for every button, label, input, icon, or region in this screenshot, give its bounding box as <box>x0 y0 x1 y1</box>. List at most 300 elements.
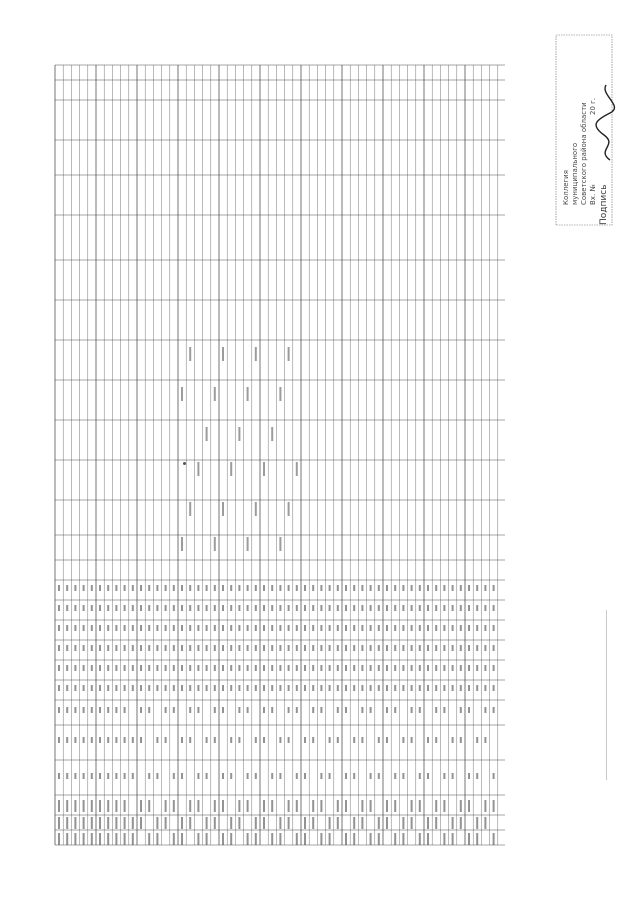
cell-mark <box>255 833 257 845</box>
cell-mark <box>288 685 290 691</box>
cell-mark <box>271 645 273 651</box>
cell-mark <box>214 817 216 829</box>
cell-mark <box>74 800 76 812</box>
cell-mark <box>279 685 281 691</box>
cell-mark <box>411 605 413 611</box>
cell-mark <box>189 625 191 631</box>
cell-mark <box>247 665 249 671</box>
cell-mark <box>394 625 396 631</box>
cell-mark <box>304 833 306 845</box>
cell-mark <box>386 800 388 812</box>
cell-mark <box>173 707 175 713</box>
cell-mark <box>337 665 339 671</box>
cell-mark <box>329 685 331 691</box>
cell-mark <box>124 605 126 611</box>
cell-mark <box>271 773 273 779</box>
cell-mark <box>378 833 380 845</box>
cell-mark <box>320 773 322 779</box>
cell-mark <box>271 800 273 812</box>
cell-mark <box>124 645 126 651</box>
cell-mark <box>320 645 322 651</box>
cell-mark <box>361 585 363 591</box>
cell-mark <box>107 605 109 611</box>
cell-mark <box>271 685 273 691</box>
cell-mark <box>353 685 355 691</box>
cell-mark <box>140 645 142 651</box>
cell-mark <box>402 665 404 671</box>
cell-mark <box>140 585 142 591</box>
cell-mark <box>206 665 208 671</box>
cell-mark <box>214 387 216 401</box>
cell-mark <box>476 737 478 743</box>
cell-mark <box>197 707 199 713</box>
cell-mark <box>353 645 355 651</box>
cell-mark <box>370 625 372 631</box>
cell-mark <box>189 737 191 743</box>
cell-mark <box>91 645 93 651</box>
cell-mark <box>296 625 298 631</box>
cell-mark <box>468 625 470 631</box>
cell-mark <box>132 685 134 691</box>
cell-mark <box>419 585 421 591</box>
cell-mark <box>288 645 290 651</box>
cell-mark <box>238 817 240 829</box>
cell-mark <box>329 773 331 779</box>
cell-mark <box>435 645 437 651</box>
cell-mark <box>263 737 265 743</box>
cell-mark <box>279 625 281 631</box>
cell-mark <box>247 605 249 611</box>
cell-mark <box>238 645 240 651</box>
cell-mark <box>58 625 60 631</box>
cell-mark <box>484 707 486 713</box>
cell-mark <box>173 833 175 845</box>
cell-mark <box>296 605 298 611</box>
cell-mark <box>370 645 372 651</box>
cell-mark <box>484 737 486 743</box>
cell-mark <box>197 665 199 671</box>
cell-mark <box>66 685 68 691</box>
cell-mark <box>263 685 265 691</box>
cell-mark <box>58 800 60 812</box>
cell-mark <box>148 645 150 651</box>
cell-mark <box>124 800 126 812</box>
cell-mark <box>222 347 224 361</box>
cell-mark <box>419 773 421 779</box>
cell-mark <box>361 645 363 651</box>
cell-mark <box>255 737 257 743</box>
cell-mark <box>58 585 60 591</box>
cell-mark <box>115 833 117 845</box>
cell-mark <box>66 665 68 671</box>
cell-mark <box>124 625 126 631</box>
cell-mark <box>140 625 142 631</box>
cell-mark <box>452 685 454 691</box>
cell-mark <box>263 585 265 591</box>
cell-mark <box>124 585 126 591</box>
cell-mark <box>247 585 249 591</box>
cell-mark <box>386 645 388 651</box>
cell-mark <box>222 502 224 516</box>
cell-mark <box>345 645 347 651</box>
cell-mark <box>370 773 372 779</box>
cell-mark <box>247 537 249 551</box>
cell-mark <box>476 685 478 691</box>
cell-mark <box>493 625 495 631</box>
cell-mark <box>115 605 117 611</box>
cell-mark <box>124 737 126 743</box>
cell-mark <box>329 737 331 743</box>
cell-mark <box>107 585 109 591</box>
cell-mark <box>83 685 85 691</box>
cell-mark <box>74 585 76 591</box>
cell-mark <box>370 585 372 591</box>
cell-mark <box>148 665 150 671</box>
cell-mark <box>99 625 101 631</box>
cell-mark <box>337 645 339 651</box>
cell-mark <box>361 800 363 812</box>
cell-mark <box>288 737 290 743</box>
cell-mark <box>74 605 76 611</box>
cell-mark <box>140 605 142 611</box>
cell-mark <box>476 773 478 779</box>
cell-mark <box>427 833 429 845</box>
cell-mark <box>206 817 208 829</box>
scan-speck <box>183 462 186 465</box>
cell-mark <box>99 773 101 779</box>
cell-mark <box>214 537 216 551</box>
cell-mark <box>493 685 495 691</box>
cell-mark <box>296 685 298 691</box>
cell-mark <box>58 605 60 611</box>
cell-mark <box>361 625 363 631</box>
cell-mark <box>361 665 363 671</box>
cell-mark <box>132 605 134 611</box>
cell-mark <box>197 773 199 779</box>
cell-mark <box>247 625 249 631</box>
cell-mark <box>443 665 445 671</box>
cell-mark <box>394 707 396 713</box>
cell-mark <box>165 737 167 743</box>
cell-mark <box>83 833 85 845</box>
cell-mark <box>140 665 142 671</box>
cell-mark <box>74 817 76 829</box>
cell-mark <box>345 625 347 631</box>
cell-mark <box>115 685 117 691</box>
cell-mark <box>66 707 68 713</box>
cell-mark <box>91 685 93 691</box>
cell-mark <box>493 585 495 591</box>
cell-mark <box>58 685 60 691</box>
cell-mark <box>99 605 101 611</box>
cell-mark <box>468 685 470 691</box>
cell-mark <box>222 585 224 591</box>
cell-mark <box>148 833 150 845</box>
cell-mark <box>452 833 454 845</box>
cell-mark <box>484 645 486 651</box>
cell-mark <box>189 347 191 361</box>
cell-mark <box>361 817 363 829</box>
cell-mark <box>99 685 101 691</box>
cell-mark <box>230 833 232 845</box>
cell-mark <box>435 707 437 713</box>
cell-mark <box>74 665 76 671</box>
cell-mark <box>386 737 388 743</box>
cell-mark <box>238 585 240 591</box>
cell-mark <box>124 773 126 779</box>
cell-mark <box>329 625 331 631</box>
cell-mark <box>107 800 109 812</box>
cell-mark <box>337 585 339 591</box>
cell-mark <box>255 605 257 611</box>
cell-mark <box>279 605 281 611</box>
cell-mark <box>132 585 134 591</box>
cell-mark <box>189 685 191 691</box>
cell-mark <box>288 707 290 713</box>
cell-mark <box>312 737 314 743</box>
cell-mark <box>304 625 306 631</box>
cell-mark <box>386 685 388 691</box>
cell-mark <box>394 585 396 591</box>
cell-mark <box>156 833 158 845</box>
cell-mark <box>411 585 413 591</box>
cell-mark <box>173 685 175 691</box>
cell-mark <box>58 707 60 713</box>
cell-mark <box>214 665 216 671</box>
cell-mark <box>271 605 273 611</box>
stamp-line-1: Коллегия <box>562 170 570 205</box>
cell-mark <box>107 817 109 829</box>
cell-mark <box>304 585 306 591</box>
cell-mark <box>312 605 314 611</box>
cell-mark <box>156 685 158 691</box>
cell-mark <box>468 645 470 651</box>
cell-mark <box>435 665 437 671</box>
cell-mark <box>271 665 273 671</box>
cell-mark <box>427 605 429 611</box>
cell-mark <box>230 773 232 779</box>
cell-mark <box>181 685 183 691</box>
cell-mark <box>394 645 396 651</box>
cell-mark <box>493 645 495 651</box>
cell-mark <box>148 625 150 631</box>
cell-mark <box>124 833 126 845</box>
cell-mark <box>197 685 199 691</box>
cell-mark <box>353 585 355 591</box>
cell-mark <box>361 737 363 743</box>
cell-mark <box>83 605 85 611</box>
cell-mark <box>148 707 150 713</box>
cell-mark <box>181 817 183 829</box>
cell-mark <box>214 605 216 611</box>
cell-mark <box>197 605 199 611</box>
cell-mark <box>443 800 445 812</box>
cell-mark <box>304 645 306 651</box>
registration-stamp <box>556 35 614 225</box>
cell-mark <box>452 773 454 779</box>
cell-mark <box>288 817 290 829</box>
cell-mark <box>411 645 413 651</box>
cell-mark <box>140 817 142 829</box>
cell-mark <box>279 537 281 551</box>
cell-mark <box>156 605 158 611</box>
cell-mark <box>74 773 76 779</box>
cell-mark <box>263 462 265 476</box>
cell-mark <box>402 817 404 829</box>
cell-mark <box>484 685 486 691</box>
cell-mark <box>74 737 76 743</box>
cell-mark <box>58 737 60 743</box>
cell-mark <box>230 737 232 743</box>
cell-mark <box>247 773 249 779</box>
cell-mark <box>411 737 413 743</box>
cell-mark <box>279 833 281 845</box>
cell-mark <box>247 685 249 691</box>
cell-mark <box>173 625 175 631</box>
cell-mark <box>484 665 486 671</box>
cell-mark <box>165 685 167 691</box>
cell-mark <box>74 685 76 691</box>
cell-mark <box>74 707 76 713</box>
cell-mark <box>361 605 363 611</box>
cell-mark <box>189 817 191 829</box>
cell-mark <box>427 737 429 743</box>
cell-mark <box>296 462 298 476</box>
cell-mark <box>115 773 117 779</box>
cell-mark <box>181 665 183 671</box>
cell-mark <box>320 585 322 591</box>
cell-mark <box>279 737 281 743</box>
cell-mark <box>427 625 429 631</box>
cell-mark <box>427 685 429 691</box>
cell-mark <box>484 605 486 611</box>
cell-mark <box>271 707 273 713</box>
cell-mark <box>312 800 314 812</box>
cell-mark <box>345 605 347 611</box>
cell-mark <box>238 800 240 812</box>
cell-mark <box>83 665 85 671</box>
cell-mark <box>230 645 232 651</box>
cell-mark <box>419 707 421 713</box>
cell-mark <box>476 625 478 631</box>
cell-mark <box>353 665 355 671</box>
cell-mark <box>173 645 175 651</box>
cell-mark <box>181 605 183 611</box>
cell-mark <box>91 585 93 591</box>
cell-mark <box>320 685 322 691</box>
cell-mark <box>296 585 298 591</box>
cell-mark <box>476 585 478 591</box>
cell-mark <box>468 665 470 671</box>
cell-mark <box>99 665 101 671</box>
cell-mark <box>460 645 462 651</box>
cell-mark <box>370 685 372 691</box>
cell-mark <box>443 605 445 611</box>
cell-mark <box>66 645 68 651</box>
cell-mark <box>288 502 290 516</box>
cell-mark <box>402 585 404 591</box>
cell-mark <box>214 685 216 691</box>
stamp-line-3: Советского района области <box>580 102 588 205</box>
cell-mark <box>222 707 224 713</box>
cell-mark <box>263 800 265 812</box>
cell-mark <box>427 585 429 591</box>
cell-mark <box>83 707 85 713</box>
cell-mark <box>386 665 388 671</box>
cell-mark <box>91 605 93 611</box>
cell-mark <box>378 685 380 691</box>
cell-mark <box>99 707 101 713</box>
cell-mark <box>476 605 478 611</box>
cell-mark <box>132 773 134 779</box>
cell-mark <box>107 707 109 713</box>
cell-mark <box>255 817 257 829</box>
cell-mark <box>279 773 281 779</box>
cell-mark <box>312 817 314 829</box>
cell-mark <box>165 645 167 651</box>
cell-mark <box>230 685 232 691</box>
cell-mark <box>419 665 421 671</box>
cell-mark <box>58 645 60 651</box>
cell-mark <box>452 665 454 671</box>
cell-mark <box>132 625 134 631</box>
cell-mark <box>337 625 339 631</box>
cell-mark <box>263 707 265 713</box>
cell-mark <box>419 645 421 651</box>
cell-mark <box>460 707 462 713</box>
cell-mark <box>337 685 339 691</box>
cell-mark <box>83 585 85 591</box>
cell-mark <box>345 707 347 713</box>
cell-mark <box>288 800 290 812</box>
cell-mark <box>197 645 199 651</box>
cell-mark <box>83 645 85 651</box>
cell-mark <box>288 585 290 591</box>
cell-mark <box>353 737 355 743</box>
cell-mark <box>394 665 396 671</box>
cell-mark <box>476 645 478 651</box>
cell-mark <box>304 605 306 611</box>
cell-mark <box>107 833 109 845</box>
cell-mark <box>263 605 265 611</box>
cell-mark <box>378 585 380 591</box>
cell-mark <box>140 800 142 812</box>
cell-mark <box>460 585 462 591</box>
cell-mark <box>296 645 298 651</box>
cell-mark <box>91 800 93 812</box>
cell-mark <box>66 605 68 611</box>
cell-mark <box>394 800 396 812</box>
cell-mark <box>411 685 413 691</box>
cell-mark <box>312 645 314 651</box>
cell-mark <box>435 585 437 591</box>
cell-mark <box>419 605 421 611</box>
cell-mark <box>124 685 126 691</box>
cell-mark <box>206 645 208 651</box>
cell-mark <box>222 665 224 671</box>
cell-mark <box>91 707 93 713</box>
cell-mark <box>115 707 117 713</box>
cell-mark <box>148 585 150 591</box>
cell-mark <box>99 833 101 845</box>
cell-mark <box>115 625 117 631</box>
cell-mark <box>419 833 421 845</box>
cell-mark <box>189 585 191 591</box>
cell-mark <box>165 625 167 631</box>
cell-mark <box>107 645 109 651</box>
cell-mark <box>255 585 257 591</box>
cell-mark <box>173 800 175 812</box>
